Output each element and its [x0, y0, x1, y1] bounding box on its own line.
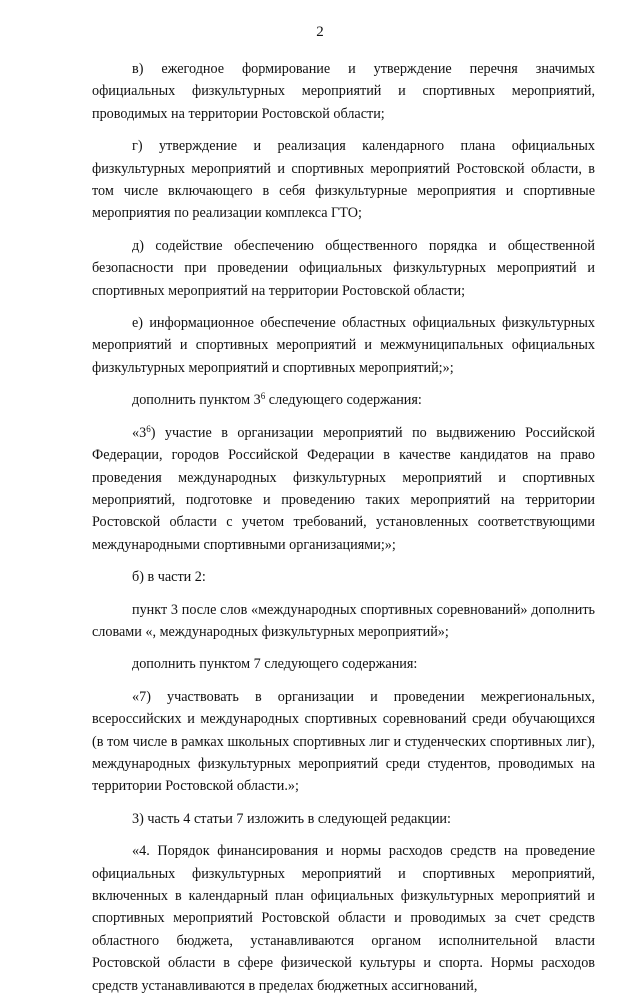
document-body	[92, 58, 595, 1007]
paragraph-part-4-text: «4. Порядок финансирования и нормы расходов средств на проведение официальных физкультурных мероприятий и спортивных мероприятий, включенных в календарный план официальных физкультурных мероприятий и спортивных мероприятий Ростовской области и проводимых за счет средств областного бюджета, устанавливаются органом исполнительной власти Ростовской области в сфере физической культуры и спорта. Нормы расходов средств устанавливаются в пределах бюджетных ассигнований,	[92, 843, 595, 994]
paragraph-add-point-3-6	[92, 389, 595, 411]
paragraph-add-point-7: дополнить пунктом 7 следующего содержания:	[132, 656, 418, 673]
paragraph-item-g: г) утверждение и реализация календарного плана официальных физкультурных мероприятий и спортивных мероприятий Ростовской области, в том числе включающего в себя физкультурные мероприятия и спортивные мероприятия по реализации комплекса ГТО;	[92, 138, 595, 222]
paragraph-item-e: е) информационное обеспечение областных официальных физкультурных мероприятий и спортивных мероприятий и межмуниципальных официальных физкультурных мероприятий и спортивных мероприятий;»;	[92, 315, 595, 376]
paragraph-point-7-text: «7) участвовать в организации и проведении межрегиональных, всероссийских и международных спортивных соревнований среди обучающихся (в том числе в рамках школьных спортивных лиг и студенческих спортивных лиг), международных физкультурных мероприятий среди студентов, проводимых на территории Ростовской области.»;	[92, 688, 595, 795]
page-number: 2	[316, 24, 324, 40]
text-fragment: следующего содержания:	[265, 392, 422, 409]
paragraph-item-d: д) содействие обеспечению общественного порядка и общественной безопасности при проведении официальных физкультурных мероприятий и спортивных мероприятий на территории Ростовской области;	[92, 237, 595, 299]
text-fragment: «3	[132, 424, 147, 441]
paragraph-item-3: 3) часть 4 статьи 7 изложить в следующей редакции:	[132, 810, 451, 827]
text-fragment: дополнить пунктом 3	[132, 392, 261, 409]
superscript: 6	[260, 391, 266, 402]
paragraph-point-3-6-text	[92, 422, 595, 556]
superscript: 6	[146, 423, 151, 434]
paragraph-item-b: б) в части 2:	[132, 569, 206, 586]
text-fragment: ) участие в организации мероприятий по выдвижению Российской Федерации, городов Российской Федерации в качестве кандидатов на право проведения международных физкультурных мероприятий и спортивных мероприятий, подготовке и проведению таких мероприятий на территории Ростовской области с учетом требований, установленных соответствующими международными спортивными организациями;»;	[92, 424, 595, 553]
paragraph-item-v: в) ежегодное формирование и утверждение перечня значимых официальных физкультурных мероприятий и спортивных мероприятий, проводимых на территории Ростовской области;	[92, 61, 595, 122]
paragraph-point-3-amendment: пункт 3 после слов «международных спортивных соревнований» дополнить словами «, международных физкультурных мероприятий»;	[92, 601, 595, 640]
